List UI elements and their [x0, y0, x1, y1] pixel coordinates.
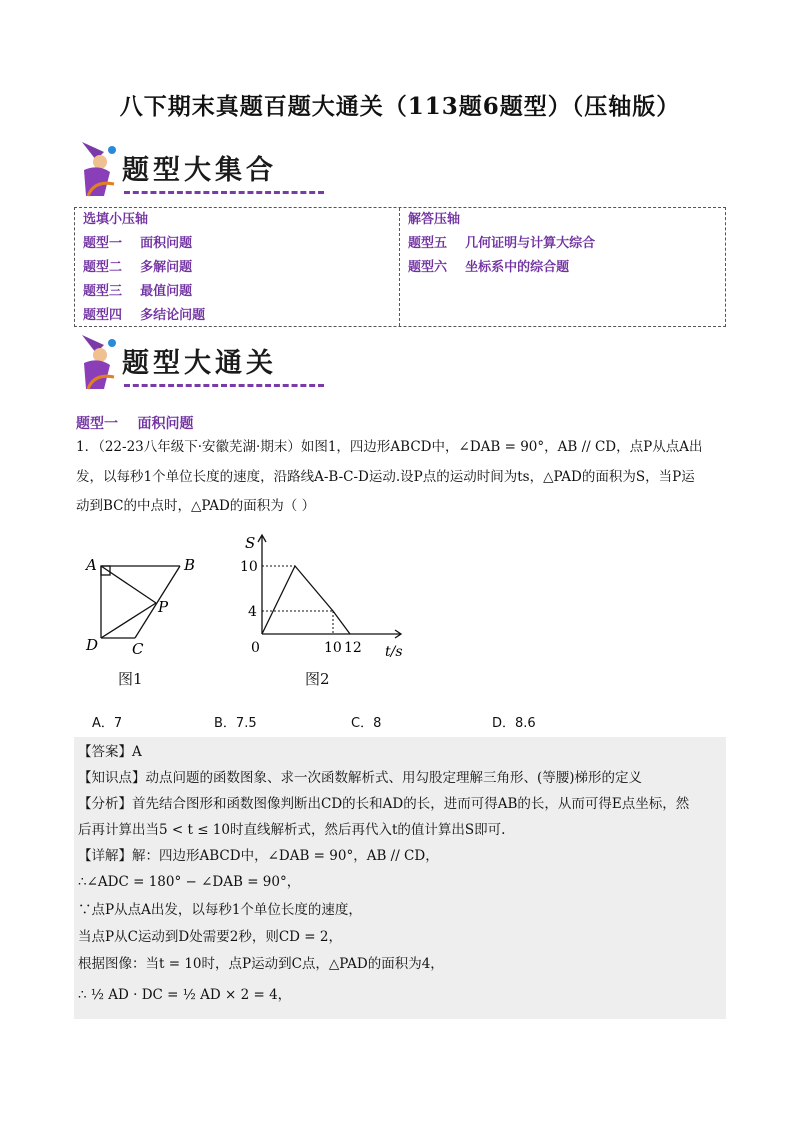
option-d[interactable]: D．8.6 [492, 716, 536, 731]
answer-line: ∴ ½ AD · DC = ½ AD × 2 = 4， [78, 987, 292, 1003]
option-c[interactable]: C．8 [351, 716, 382, 731]
figure-1-trapezoid [80, 550, 210, 660]
banner-underline [124, 384, 324, 387]
y-tick-10: 10 [240, 559, 258, 575]
banner-underline [124, 191, 324, 194]
toc-item-type6[interactable]: 题型六 坐标系中的综合题 [408, 260, 570, 275]
answer-block [74, 737, 726, 1019]
answer-line: ∵点P从点A出发，以每秒1个单位长度的速度， [78, 902, 362, 918]
banner-text: 题型大集合 [122, 155, 277, 186]
page-title: 八下期末真题百题大通关（113题6题型）（压轴版） [119, 93, 681, 120]
wizard-icon [74, 333, 120, 391]
toc-right-column [400, 208, 725, 326]
question-line: 1．（22-23八年级下·安徽芜湖·期末）如图1，四边形ABCD中，∠DAB = 90°，AB // CD，点P从点A出 [76, 439, 703, 455]
toc-item-type2[interactable]: 题型二 多解问题 [83, 260, 193, 275]
wizard-icon [74, 140, 120, 198]
label-b: B [184, 556, 196, 574]
figure-1-caption: 图1 [118, 670, 143, 688]
answer-line: 【分析】首先结合图形和函数图像判断出CD的长和AD的长，进而可得AB的长，从而可得E点坐标，然 [78, 796, 690, 812]
label-d: D [86, 636, 99, 654]
banner-text: 题型大通关 [122, 348, 277, 379]
option-a[interactable]: A．7 [92, 716, 123, 731]
section-title: 题型一 面积问题 [76, 416, 194, 432]
banner-pass [74, 333, 294, 391]
answer-line: 【答案】A [78, 744, 142, 760]
toc-item-type3[interactable]: 题型三 最值问题 [83, 284, 193, 299]
toc-item-type5[interactable]: 题型五 几何证明与计算大综合 [408, 236, 596, 251]
question-line: 动到BC的中点时，△PAD的面积为（ ） [76, 498, 316, 514]
banner-collection [74, 140, 294, 198]
answer-line: 根据图像：当t = 10时，点P运动到C点，△PAD的面积为4， [78, 956, 444, 972]
answer-line: 【知识点】动点问题的函数图象、求一次函数解析式、用勾股定理解三角形、(等腰)梯形的定义 [78, 770, 643, 786]
answer-line: 后再计算出当5 < t ≤ 10时直线解析式，然后再代入t的值计算出S即可. [78, 822, 506, 838]
x-axis-label: t/s [385, 644, 403, 660]
y-axis-label: S [245, 534, 256, 552]
y-tick-4: 4 [248, 604, 257, 620]
question-line: 发，以每秒1个单位长度的速度，沿路线A-B-C-D运动.设P点的运动时间为ts，△PAD的面积为S，当P运 [76, 469, 695, 485]
x-tick-12: 12 [344, 640, 362, 656]
toc-item-type4[interactable]: 题型四 多结论问题 [83, 308, 206, 323]
origin-label: 0 [251, 640, 260, 656]
figure-2-caption: 图2 [305, 670, 330, 688]
toc-item-type1[interactable]: 题型一 面积问题 [83, 236, 193, 251]
x-tick-10: 10 [324, 640, 342, 656]
label-p: P [158, 598, 169, 616]
label-a: A [86, 556, 97, 574]
toc-box [74, 207, 726, 327]
figure-2-graph [235, 530, 415, 660]
toc-left-column [75, 208, 400, 326]
answer-line: ∴∠ADC = 180° − ∠DAB = 90°， [78, 874, 301, 890]
answer-line: 当点P从C运动到D处需要2秒，则CD = 2， [78, 929, 342, 945]
label-c: C [132, 640, 144, 658]
toc-left-heading: 选填小压轴 [83, 212, 149, 227]
option-b[interactable]: B．7.5 [214, 716, 257, 731]
toc-right-heading: 解答压轴 [408, 212, 461, 227]
answer-line: 【详解】解：四边形ABCD中，∠DAB = 90°，AB // CD， [78, 848, 439, 864]
